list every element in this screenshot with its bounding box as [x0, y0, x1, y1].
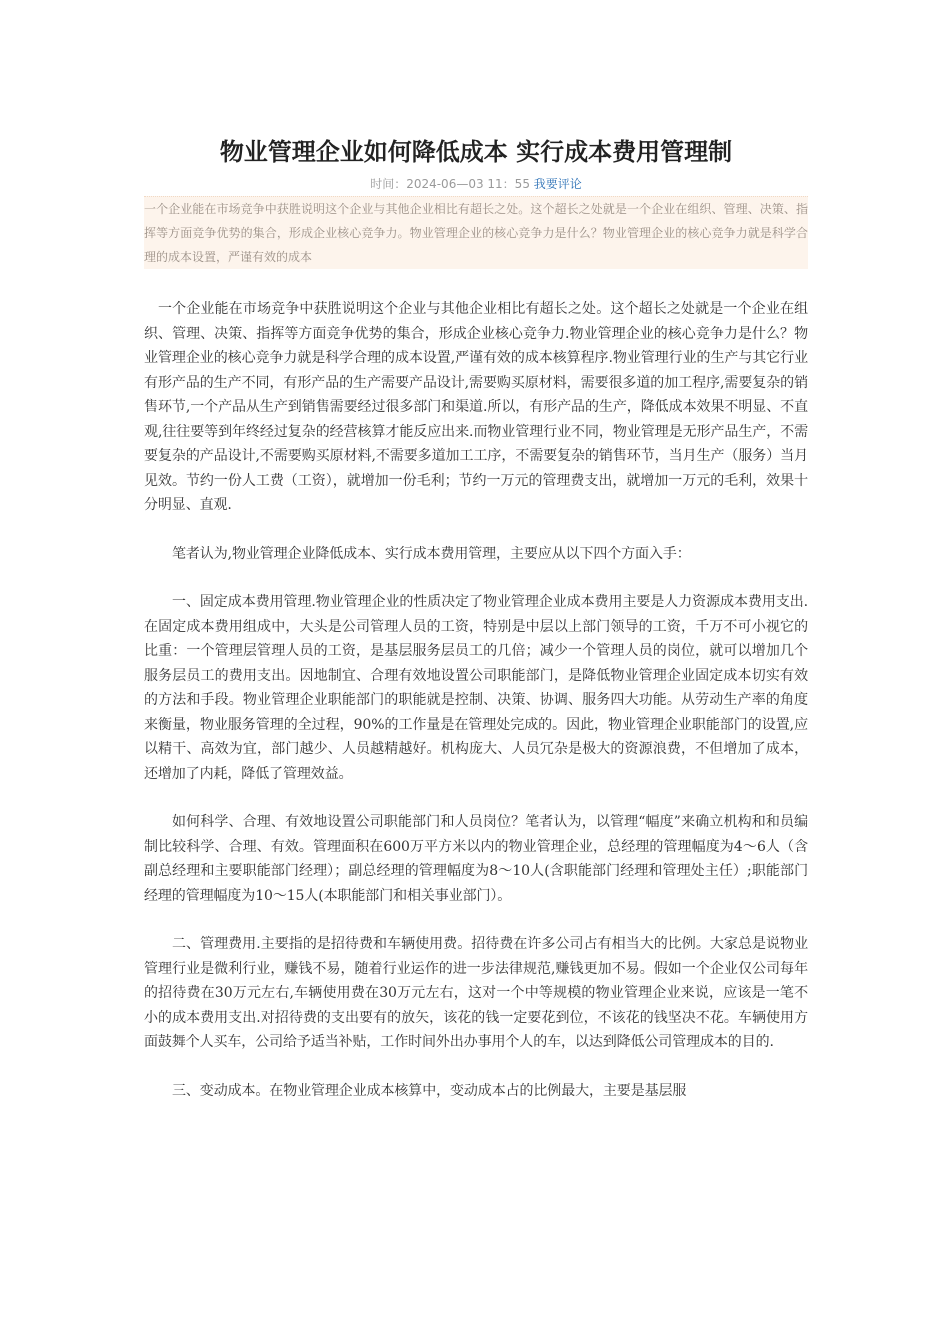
body-paragraph: 三、变动成本。在物业管理企业成本核算中，变动成本占的比例最大，主要是基层服: [172, 1082, 687, 1099]
body-paragraph: 一、固定成本费用管理.物业管理企业的性质决定了物业管理企业成本费用主要是人力资源成本费用支出.在固定成本费用组成中，大头是公司管理人员的工资，特别是中层以上部门领导的工资，千万不可小视它的比重：一个管理层管理人员的工资，是基层服务层员工的几倍；减少一个管理人员的岗位，就可以增加几个服务层员工的费用支出。因地制宜、合理有效地设置公司职能部门，是降低物业管理企业固定成本切实有效的方法和手段。物业管理企业职能部门的职能就是控制、决策、协调、服务四大功能。从劳动生产率的角度来衡量，物业服务管理的全过程，90%的工作量是在管理处完成的。因此，物业管理企业职能部门的设置,应以精干、高效为宜，部门越少、人员越精越好。机构庞大、人员冗杂是极大的资源浪费，不但增加了成本，还增加了内耗，降低了管理效益。: [144, 594, 808, 782]
publish-time: 时间：2024-06—03 11：55: [370, 177, 530, 191]
article-body: [144, 297, 808, 1103]
body-paragraph: 如何科学、合理、有效地设置公司职能部门和人员岗位？笔者认为，以管理“幅度”来确立机构和和员编制比较科学、合理、有效。管理面积在600万平方米以内的物业管理企业，总经理的管理幅度为4～6人（含副总经理和主要职能部门经理）；副总经理的管理幅度为8～10人(含职能部门经理和管理处主任）;职能部门经理的管理幅度为10～15人(本职能部门和相关事业部门）。: [144, 814, 808, 904]
article-meta: [144, 174, 808, 194]
body-paragraph: 二、管理费用.主要指的是招待费和车辆使用费。招待费在许多公司占有相当大的比例。大家总是说物业管理行业是微利行业，赚钱不易，随着行业运作的进一步法律规范,赚钱更加不易。假如一个企业仅公司每年的招待费在30万元左右,车辆使用费在30万元左右，这对一个中等规模的物业管理企业来说，应该是一笔不小的成本费用支出.对招待费的支出要有的放矢，该花的钱一定要花到位，不该花的钱坚决不花。车辆使用方面鼓舞个人买车，公司给予适当补贴，工作时间外出办事用个人的车，以达到降低公司管理成本的目的.: [144, 936, 808, 1050]
article-summary: 一个企业能在市场竞争中获胜说明这个企业与其他企业相比有超长之处。这个超长之处就是一个企业在组织、管理、决策、指挥等方面竞争优势的集合，形成企业核心竞争力。物业管理企业的核心竞争力是什么？物业管理企业的核心竞争力就是科学合理的成本设置，严谨有效的成本: [144, 196, 808, 269]
comment-link[interactable]: 我要评论: [533, 177, 582, 191]
article-title: 物业管理企业如何降低成本 实行成本费用管理制: [219, 138, 733, 166]
body-paragraph: 一个企业能在市场竞争中获胜说明这个企业与其他企业相比有超长之处。这个超长之处就是一个企业在组织、管理、决策、指挥等方面竞争优势的集合，形成企业核心竞争力.物业管理企业的核心竞争力是什么？物业管理企业的核心竞争力就是科学合理的成本设置,严谨有效的成本核算程序.物业管理行业的生产与其它行业有形产品的生产不同，有形产品的生产需要产品设计,需要购买原材料，需要很多道的加工程序,需要复杂的销售环节,一个产品从生产到销售需要经过很多部门和渠道.所以，有形产品的生产，降低成本效果不明显、不直观,往往要等到年终经过复杂的经营核算才能反应出来.而物业管理行业不同，物业管理是无形产品生产，不需要复杂的产品设计,不需要购买原材料,不需要多道加工工序，不需要复杂的销售环节，当月生产（服务）当月见效。节约一份人工费（工资），就增加一份毛利；节约一万元的管理费支出，就增加一万元的毛利，效果十分明显、直观.: [144, 301, 808, 513]
body-paragraph: 笔者认为,物业管理企业降低成本、实行成本费用管理，主要应从以下四个方面入手：: [172, 545, 691, 562]
article: [144, 130, 808, 1127]
